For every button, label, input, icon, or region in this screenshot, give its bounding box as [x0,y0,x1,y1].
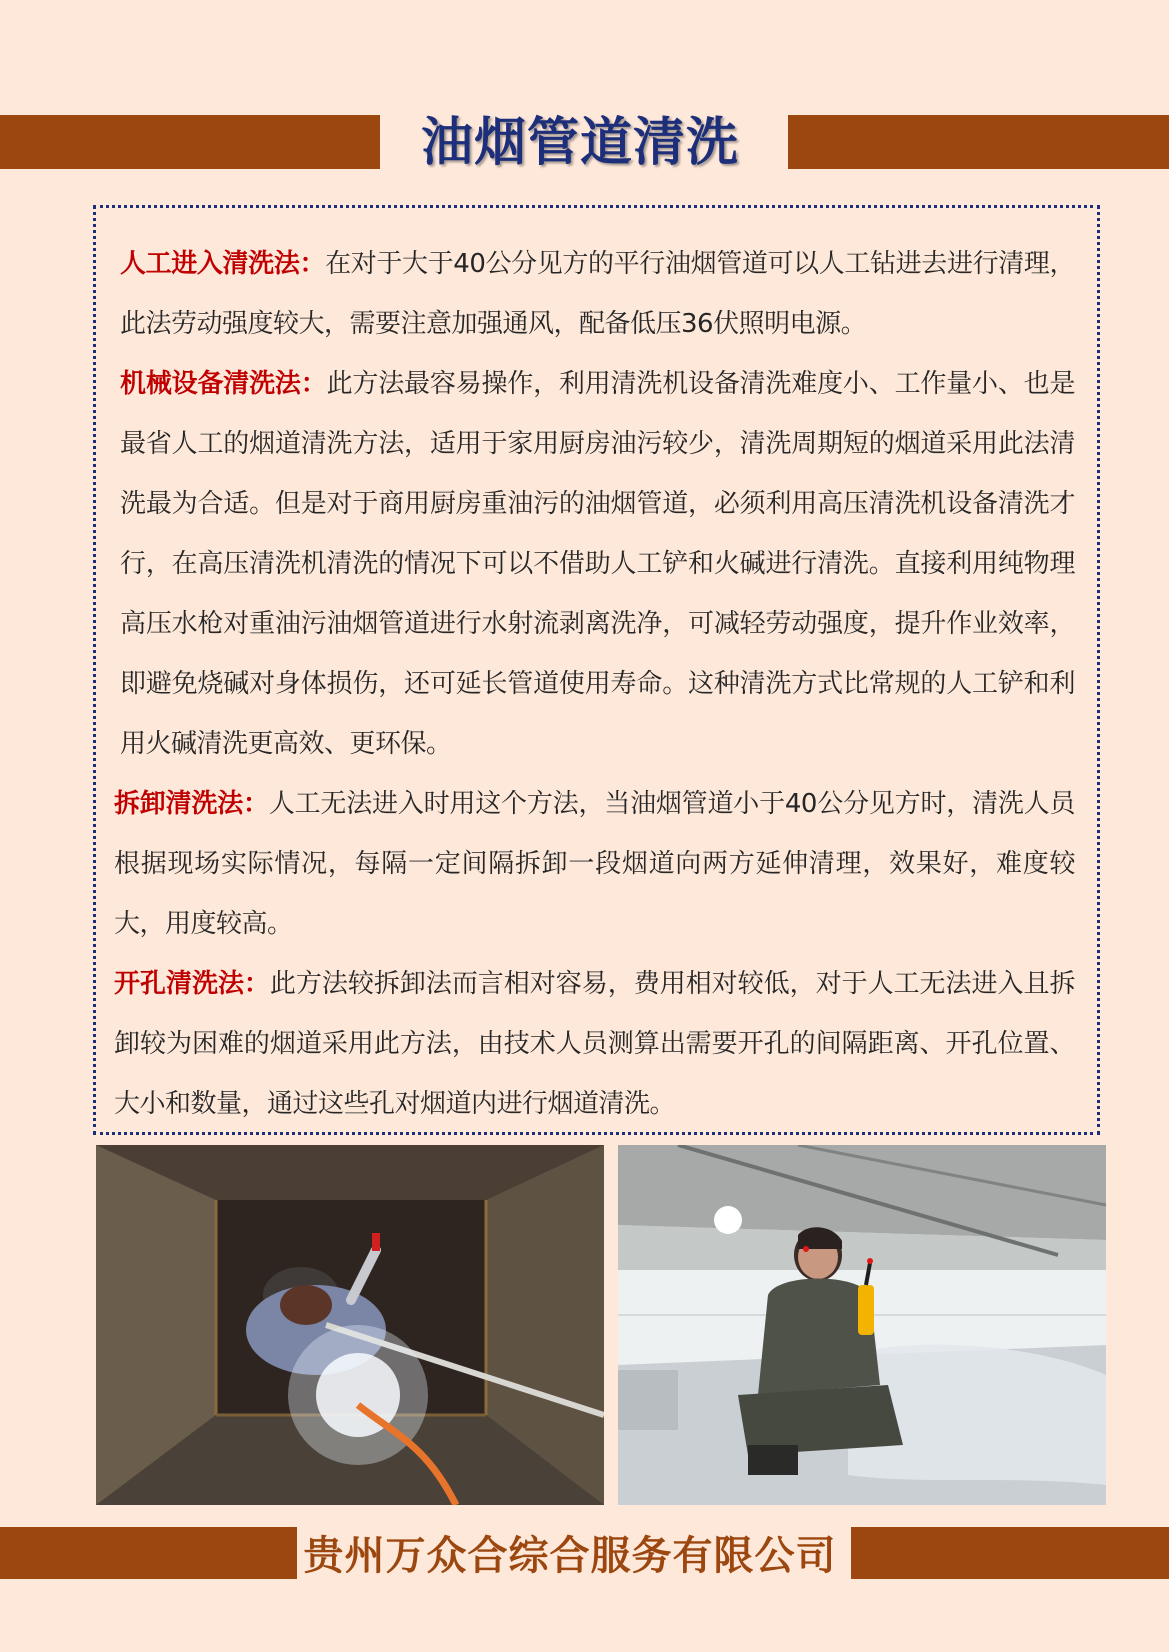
section-text: 此方法最容易操作，利用清洗机设备清洗难度小、工作量小、也是最省人工的烟道清洗方法，适用于家用厨房油污较少，清洗周期短的烟道采用此法清洗最为合适。但是对于商用厨房重油污的油烟管道，必须利用高压清洗机设备清洗才行，在高压清洗机清洗的情况下可以不借助人工铲和火碱进行清洗。直接利用纯物理高压水枪对重油污油烟管道进行水射流剥离洗净，可减轻劳动强度，提升作业效率，即避免烧碱对身体损伤，还可延长管道使用寿命。这种清洗方式比常规的人工铲和利用火碱清洗更高效、更环保。 [120,369,1075,759]
footer-bar-right [851,1527,1169,1579]
section-drilling [114,954,1075,1134]
section-heading: 人工进入清洗法： [120,249,326,279]
footer-bar-left [0,1527,297,1579]
section-heading: 开孔清洗法： [114,969,270,999]
section-text: 在对于大于40公分见方的平行油烟管道可以人工钻进去进行清理，此法劳动强度较大，需要注意加强通风，配备低压36伏照明电源。 [120,249,1075,339]
duct-interior-illustration [96,1145,604,1505]
header-bar-left [0,115,380,169]
section-heading: 机械设备清洗法： [120,369,327,399]
section-text: 人工无法进入时用这个方法，当油烟管道小于40公分见方时，清洗人员根据现场实际情况，每隔一定间隔拆卸一段烟道向两方延伸清理，效果好，难度较大，用度较高。 [114,789,1075,939]
section-manual-entry [114,234,1075,354]
photo-worker-inside-duct [96,1145,604,1505]
section-mechanical [114,354,1075,774]
header-bar-right [788,115,1169,169]
section-disassembly [114,774,1075,954]
kitchen-hood-illustration [618,1145,1106,1505]
page-title: 油烟管道清洗 [420,113,739,173]
photo-worker-in-kitchen [618,1145,1106,1505]
content-box [93,205,1100,1135]
section-heading: 拆卸清洗法： [114,789,269,819]
company-name: 贵州万众合综合服务有限公司 [303,1533,837,1579]
section-text: 此方法较拆卸法而言相对容易，费用相对较低，对于人工无法进入且拆卸较为困难的烟道采用此方法，由技术人员测算出需要开孔的间隔距离、开孔位置、大小和数量，通过这些孔对烟道内进行烟道清洗。 [114,969,1075,1119]
